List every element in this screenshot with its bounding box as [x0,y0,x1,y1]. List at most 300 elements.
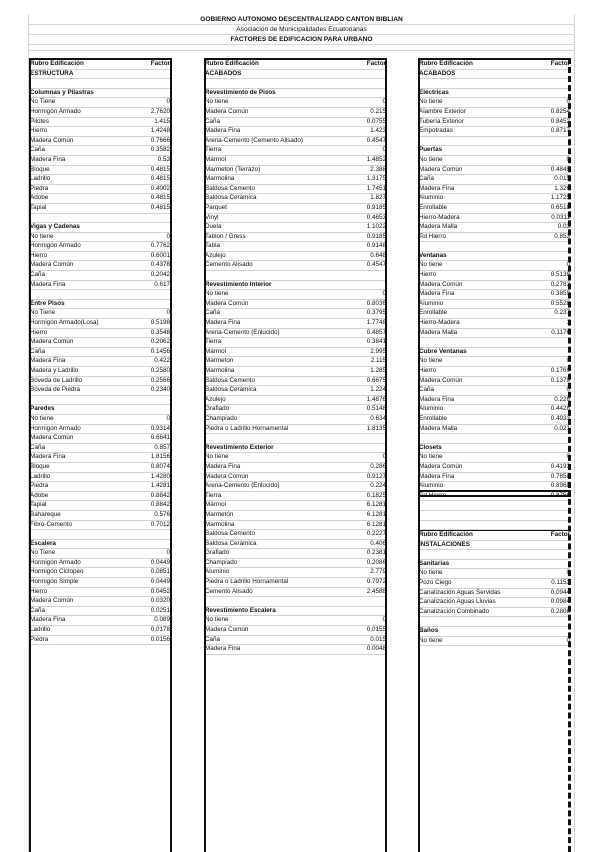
rubro-name: Marmeton (Terrazo) [205,165,261,173]
rubro-name: Duela [205,223,222,231]
factor-value: 0.6001 [150,251,170,259]
rubro-name: Canalización Aguas Lluvias [419,598,496,606]
factor-value: 0.7666 [150,136,170,144]
factor-value: 0.0755 [366,117,386,125]
rubro-name: No tiene [419,155,443,163]
rubro-name: Cemento Alisado [205,587,253,595]
rubro-name: Piedra [30,184,49,192]
rubro-name: Madera Fina [30,453,66,461]
factor-value: 0.4653 [366,213,386,221]
rubro-name: No tiene [30,232,54,240]
rubro-name: Madera Malla [419,424,458,432]
factor-value: 1.4876 [366,395,386,403]
rubro-name: Baldosa Cerámica [205,386,257,394]
rubro-name: Marmolina [205,175,235,183]
rubro-name: Baldosa Cemento [205,530,256,538]
rubro-name: Piedra [30,635,49,643]
rubro-name: Caña [30,347,46,355]
factor-value: 0.2062 [150,338,170,346]
rubro-name: Closets [419,443,442,451]
factor-value: 0 [566,386,570,394]
grid-line [574,14,575,852]
rubro-name: No tiene [419,453,443,461]
rubro-name: INSTALACIONES [419,540,470,548]
factor-value: 0 [166,414,170,422]
rubro-name: Baldosa Cemento [205,376,256,384]
rubro-name: Tubería Exterior [419,117,464,125]
factor-value: 2.4588 [366,587,386,595]
rubro-name: Revestimiento Escalera [205,606,276,614]
rubro-name: No tiene [30,414,54,422]
rubro-name: Revestimiento Interior [205,280,272,288]
rubro-name: Hormigón Armado(Losa) [30,319,99,327]
rubro-name: Madera Fina [30,280,66,288]
factor-value: 0.4933 [550,414,570,422]
rubro-name: Rubro Edificación [419,531,473,539]
factor-value: 0.8036 [366,299,386,307]
factor-value: 0.576 [154,510,170,518]
rubro-name: Piedra [30,482,49,490]
grid-line [28,50,575,51]
rubro-name: Hierro-Madera [419,213,460,221]
rubro-name: Aluminio [419,299,444,307]
rubro-name: No tiene [419,261,443,269]
factor-value: 0.4547 [366,261,386,269]
rubro-name: Hormigón Armado [30,242,81,250]
factor-value: 2.995 [370,347,386,355]
acabados-right-frame [418,58,571,497]
factor-value: 1.4280 [150,472,170,480]
rubro-name: Fibro-Cemento [30,520,72,528]
rubro-name: Madera Fina [419,184,455,192]
rubro-name: Madera Fina [205,319,241,327]
rubro-name: Grafiado [205,405,230,413]
factor-value: 0 [566,155,570,163]
rubro-name: Madera Malla [419,223,458,231]
factor-value: 0.226 [554,395,570,403]
rubro-name: Vigas y Cadenas [30,223,80,231]
rubro-name: Caña [30,271,46,279]
rubro-name: Madera Común [30,434,74,442]
rubro-name: Tierra [205,338,222,346]
factor-value: 0.5198 [150,319,170,327]
factor-value: 0.8756 [550,491,570,499]
factor-value: 0 [566,453,570,461]
rubro-name: Caña [30,443,46,451]
factor-value: 0.7858 [550,472,570,480]
factor-value: 2.779 [370,568,386,576]
factor-value: 0 [166,98,170,106]
factor-value: 0.1456 [150,347,170,355]
rubro-name: No Tiene [30,309,56,317]
factor-value: 0.8968 [550,482,570,490]
rubro-name: Tapial [30,203,47,211]
factor-value: 0.9148 [366,242,386,250]
factor-value: 0.9185 [366,232,386,240]
rubro-name: Madera Común [419,462,463,470]
rubro-name: Aluminio [419,194,444,202]
rubro-name: Bloque [30,462,50,470]
factor-value: 0 [166,232,170,240]
factor-value: 0.03 [557,223,570,231]
factor-value: 6.1281 [366,510,386,518]
factor-value: 1.415 [154,117,170,125]
factor-value: 2.7620 [150,107,170,115]
factor-value: 0.5148 [366,405,386,413]
rubro-name: No Tiene [30,98,56,106]
factor-value: 1.3175 [366,175,386,183]
rubro-name: Hormigón Armado [30,558,81,566]
factor-value: 0.2042 [150,271,170,279]
rubro-name: ACABADOS [205,69,242,77]
rubro-name: Caña [419,386,435,394]
rubro-name: Vinyl [205,213,219,221]
factor-value: 0.1176 [551,328,570,336]
rubro-name: Caña [30,606,46,614]
rubro-name: Madera Fina [205,462,241,470]
rubro-name: Arena-Cemento (Cemento Alisado) [205,136,303,144]
rubro-name: Grafiado [205,549,230,557]
factor-value: 0.406 [370,539,386,547]
rubro-name: Tol Hierro [419,491,446,499]
factor-value: 0.015 [554,175,570,183]
rubro-name: Azulejo [205,251,226,259]
factor-value: 0.853 [554,232,570,240]
rubro-name: Madera Fina [205,127,241,135]
rubro-name: Tierra [205,491,222,499]
factor-value: 1.8135 [366,424,386,432]
rubro-name: Hormigón Armado [30,424,81,432]
factor-value: 1.224 [370,386,386,394]
rubro-name: No tiene [419,98,443,106]
factor-value: 0.4815 [150,203,170,211]
factor-value: 0.5528 [550,299,570,307]
factor-value: 0.4547 [366,136,386,144]
factor-value: 0 [566,357,570,365]
rubro-name: Aluminio [419,405,444,413]
factor-value: 0.0156 [150,635,170,643]
rubro-name: No tiene [419,569,443,577]
rubro-name: Sanitarias [419,559,450,567]
rubro-name: Caña [30,146,46,154]
factor-value: 0.4378 [150,261,170,269]
rubro-name: Ladrillo [30,626,51,634]
rubro-name: Madera Común [205,626,249,634]
rubro-name: Enrollable [419,414,448,422]
rubro-name: Madera Fina [419,472,455,480]
rubro-name: Rubro Edificación [30,60,84,67]
rubro-name: Alambre Exterior [419,107,466,115]
rubro-name: ACABADOS [419,69,456,77]
rubro-name: Canalización Combinado [419,607,490,615]
factor-value: 0.4428 [550,405,570,413]
factor-value: 0.634 [370,414,386,422]
rubro-name: Caña [205,635,221,643]
factor-value: 6.1281 [366,520,386,528]
rubro-name: Caña [205,309,221,317]
factor-value: 1.1022 [366,223,386,231]
factor-value: 0.9127 [366,472,386,480]
factor-value: 1.326 [554,184,570,192]
factor-value: 0 [566,636,570,644]
factor-value: 0 [382,616,386,624]
factor-value: Factor [150,60,170,67]
factor-value: 0.0449 [150,558,170,566]
rubro-name: Madera Común [205,107,249,115]
factor-value: 0.4849 [550,165,570,173]
rubro-name: Pilotes [30,117,49,125]
rubro-name: No tiene [205,453,229,461]
rubro-name: Caña [205,117,221,125]
rubro-name: Revestimiento Exterior [205,443,274,451]
rubro-name: Arena-Cemento (Enlucido) [205,328,280,336]
rubro-name: Madera Común [419,376,463,384]
rubro-name: Madera Fina [30,155,66,163]
factor-value: Factor [366,60,386,67]
rubro-name: Madera Malla [419,328,458,336]
factor-value: 0.089 [154,616,170,624]
factor-value: 0.6675 [366,376,386,384]
rubro-name: Madera Común [419,165,463,173]
factor-value: 0.2783 [550,280,570,288]
factor-value: 0.1825 [366,491,386,499]
rubro-name: Baldosa Cerámica [205,194,257,202]
rubro-name: Eléctricas [419,88,449,96]
rubro-name: Paredes [30,405,55,413]
factor-value: 0.8452 [550,117,570,125]
factor-value: 0.2381 [366,549,386,557]
factor-value: 0.286 [370,462,386,470]
rubro-name: Rubro Edificación [205,60,259,67]
factor-value: 0 [566,261,570,269]
factor-value: 1.1725 [550,194,570,202]
factor-value: 0.2580 [150,367,170,374]
factor-value: 0.0155 [366,626,386,634]
factor-value: 0.7762 [150,242,170,250]
rubro-name: Tol Hierro [419,232,446,240]
factor-value: 1.4248 [150,127,170,135]
factor-value: 0.4815 [150,175,170,183]
factor-value: 0.2340 [150,386,170,394]
rubro-name: Enrollable [419,203,448,211]
rubro-name: Marmolina [205,367,235,374]
factor-value: 0.2808 [550,607,570,615]
factor-value: 2.115 [370,357,386,365]
factor-value: 0.0984 [550,598,570,606]
rubro-name: Canalización Aguas Servidas [419,588,501,596]
factor-value: 0.0251 [150,606,170,614]
rubro-name: No tiene [419,636,443,644]
factor-value: 2.388 [370,165,386,173]
rubro-name: No Tiene [30,549,56,557]
rubro-name: Marmetón [205,510,234,518]
rubro-name: Baldosa Cerámica [205,539,257,547]
rubro-name: Hormigón Simple [30,578,79,586]
rubro-name: Empotradas [419,127,453,135]
factor-value: 0.3582 [150,146,170,154]
factor-value: 0.8717 [550,127,570,135]
rubro-name: Madera Común [30,338,74,346]
rubro-name: Cubre Ventanas [419,347,467,355]
instalaciones-frame [418,490,571,852]
rubro-name: Arena-Cemento (Enlucido) [205,482,280,490]
factor-value: 0.6518 [550,203,570,211]
factor-value: 0.4193 [550,462,570,470]
rubro-name: Mármol [205,501,226,509]
factor-value: 0.2566 [150,376,170,384]
factor-value: 0.021 [554,424,570,432]
factor-value: 1.827 [370,194,386,202]
rubro-name: Columnas y Pilastras [30,88,94,96]
factor-value: 0.015 [370,635,386,643]
rubro-name: Tierra [205,146,222,154]
factor-value: 0.857 [154,443,170,451]
factor-value: 0.8254 [550,107,570,115]
rubro-name: Hierro [30,587,48,595]
rubro-name: No tiene [205,616,229,624]
factor-value: 0.0944 [550,588,570,596]
factor-value: 0.237 [554,309,570,317]
factor-value: 1.423 [370,127,386,135]
rubro-name: Pozo Ciego [419,579,452,587]
factor-value: 0.9185 [366,203,386,211]
header-line-3: FACTORES DE EDIFICACION PARA URBANO [28,35,575,45]
rubro-name: Rubro Edificación [419,60,473,67]
factor-value: 0.8842 [150,491,170,499]
factor-value: 0.422 [154,357,170,365]
factor-value: 0.4857 [366,328,386,336]
rubro-name: Escalera [30,539,56,547]
rubro-name: Ladrillo [30,472,51,480]
rubro-name: Piedra o Ladrillo Hornamental [205,578,289,586]
rubro-name: Cemento Alisado [205,261,253,269]
rubro-name: ESTRUCTURA [30,69,74,77]
factor-value: 0.9314 [150,424,170,432]
rubro-name: Madera Fina [419,395,455,403]
factor-value: 0 [566,569,570,577]
factor-value: 0.0449 [150,578,170,586]
rubro-name: Hierro [30,328,48,336]
factor-value: 0.224 [370,482,386,490]
factor-value: 0.0178 [150,626,170,634]
rubro-name: Madera Común [30,261,74,269]
rubro-name: Hierro [30,251,48,259]
factor-value: 1.7451 [366,184,386,192]
rubro-name: Mármol [205,347,226,355]
factor-value: 0 [166,309,170,317]
rubro-name: Puertas [419,146,443,154]
rubro-name: Madera Fina [30,616,66,624]
rubro-name: Revestimiento de Pisos [205,88,276,96]
factor-value: 0.3548 [150,328,170,336]
factor-value: 0.5138 [550,271,570,279]
rubro-name: Hierro [419,367,437,374]
rubro-name: No tiene [205,290,229,298]
rubro-name: Parquet [205,203,228,211]
factor-value: 1 [566,319,570,327]
rubro-name: Tabla [205,242,221,250]
rubro-name: Tablon / Gress [205,232,246,240]
factor-value: 1.285 [370,367,386,374]
factor-value: 0.0851 [150,568,170,576]
factor-value: 0.1379 [550,376,570,384]
rubro-name: Hormigón Armado [30,107,81,115]
rubro-name: Tapial [30,501,47,509]
rubro-name: Entre Pisos [30,299,65,307]
factor-value: 0.0311 [551,213,570,221]
rubro-name: Bahareque [30,510,61,518]
rubro-name: Adobe [30,491,49,499]
rubro-name: Baldosa Cemento [205,184,256,192]
factor-value: 0.0320 [150,597,170,605]
rubro-name: Marmeton [205,357,234,365]
rubro-name: Madera Común [30,136,74,144]
rubro-name: Bóveda de Piedra [30,386,81,394]
factor-value: 1.8156 [150,453,170,461]
factor-value: 0.8074 [150,462,170,470]
factor-value: 0.617 [154,280,170,288]
factor-value: Factor [550,531,570,539]
rubro-name: Marmolina [205,520,235,528]
rubro-name: Baños [419,627,439,635]
factor-value: 0.0452 [150,587,170,595]
rubro-name: Hierro [419,271,437,279]
factor-value: 0 [566,98,570,106]
factor-value: 0.2086 [366,558,386,566]
factor-value: 0.6641 [150,434,170,442]
rubro-name: Madera Común [205,299,249,307]
factor-value: 0.7012 [150,520,170,528]
rubro-name: No tiene [205,98,229,106]
factor-value: 1.4281 [150,482,170,490]
rubro-name: Bóveda de Ladrillo [30,376,83,384]
rubro-name: Bloque [30,165,50,173]
factor-value: 0.4815 [150,194,170,202]
factor-value: 6.1281 [366,501,386,509]
rubro-name: Madera Común [205,472,249,480]
rubro-name: Adobe [30,194,49,202]
rubro-name: Madera Común [419,280,463,288]
rubro-name: Aluminio [419,482,444,490]
factor-value: Factor [550,60,570,67]
factor-value: 0.4815 [150,165,170,173]
factor-value: 0.7072 [366,578,386,586]
factor-value: 0 [382,453,386,461]
rubro-name: Madera Común [30,597,74,605]
factor-value: 1.4852 [366,155,386,163]
dashed-border [568,490,571,852]
rubro-name: Madera y Ladrillo [30,367,79,374]
rubro-name: Madera Fina [205,645,241,653]
factor-value: 0.1769 [550,367,570,374]
factor-value: 0 [382,98,386,106]
factor-value: 0.8842 [150,501,170,509]
estructura-frame [29,58,172,852]
rubro-name: Hierro [30,127,48,135]
factor-value: 0.0048 [366,645,386,653]
rubro-name: Caña [419,175,435,183]
factor-value: 0.3841 [366,338,386,346]
factor-value: 0.215 [370,107,386,115]
factor-value: 0.3795 [366,309,386,317]
rubro-name: Hierro-Madera [419,319,460,327]
header-line-1: GOBIERNO AUTONOMO DESCENTRALIZADO CANTON BIBLIAN [28,15,575,25]
factor-value: 0.53 [157,155,170,163]
rubro-name: Champiado [205,414,238,422]
factor-value: 0.648 [370,251,386,259]
rubro-name: Ladrillo [30,175,51,183]
dashed-border [568,58,571,497]
